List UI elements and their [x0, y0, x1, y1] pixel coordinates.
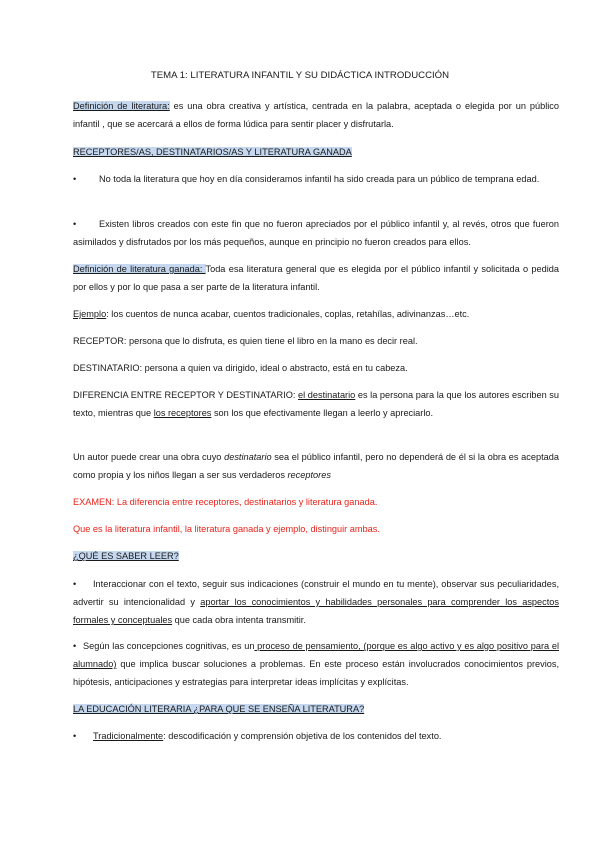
bullet-icon: • [73, 174, 77, 184]
bullet-text-underlined: aportar los conocimientos y habilidades personales para comprender los aspectos formales y conceptuales [73, 597, 559, 625]
bullet-text: Existen libros creados con este fin que no fueron apreciados por el público infantil y, al revés, otros que fueron asimilados y disfrutados por los más pequeños, aunque en principio no fueron creados para ellos. [73, 219, 559, 247]
receptores-term: los receptores [153, 408, 212, 418]
bullet-text-pre: Interaccionar con el texto, seguir sus indicaciones (construir el mundo en tu mente), observar sus peculiaridades, advertir su intencionalidad y [73, 579, 559, 607]
ejemplo-paragraph [73, 305, 559, 323]
section-heading-saber-leer [73, 547, 559, 565]
bullet-text-post: que cada obra intenta transmitir. [172, 615, 306, 625]
bullet-text-pre: Según las concepciones cognitivas, es un [83, 641, 255, 651]
bullet-text: No toda la literatura que hoy en día consideramos infantil ha sido creada para un público de temprana edad. [99, 174, 540, 184]
definition-label: Definición de literatura: [73, 101, 170, 111]
destinatario-term: el destinatario [298, 390, 356, 400]
bullet-text-underlined: proceso de pensamiento, (porque es algo activo y es algo positivo para el alumnado) [73, 641, 559, 669]
diferencia-post: son los que efectivamente llegan a leerlo y apreciarlo. [211, 408, 434, 418]
heading-text: RECEPTORES/AS, DESTINATARIOS/AS Y LITERATURA GANADA [73, 147, 352, 157]
examen-note-1: EXAMEN: La diferencia entre receptores, destinatarios y literatura ganada. [73, 497, 378, 507]
diferencia-pre: DIFERENCIA ENTRE RECEPTOR Y DESTINATARIO: [73, 390, 299, 400]
receptores-italic: receptores [287, 470, 331, 480]
definition-text: Toda esa literatura general que es elegida por el público infantil y solicitada o pedida por ellos y por lo que pasa a ser parte de la literatura infantil. [73, 264, 559, 292]
bullet-text-post: que implica buscar soluciones a problemas. En este proceso están involucrados conocimientos previos, hipótesis, anticipaciones y estrategias para interpretar ideas implícitas y explícitas. [73, 659, 559, 687]
autor-mid: sea el público infantil, pero no dependerá de él si la obra es aceptada como propia y los niños llegan a ser sus verdaderos [73, 452, 559, 480]
ejemplo-text: : los cuentos de nunca acabar, cuentos tradicionales, coplas, retahílas, adivinanzas…etc. [106, 309, 470, 319]
bullet-item-5 [73, 727, 559, 745]
definition-literatura [73, 97, 559, 133]
destinatario-italic: destinatario [224, 452, 272, 462]
heading-text: ¿QUÉ ES SABER LEER? [73, 551, 179, 561]
document-title: TEMA 1: LITERATURA INFANTIL Y SU DIDÁCTICA INTRODUCCIÓN [150, 70, 450, 81]
section-heading-receptores [73, 143, 559, 161]
diferencia-paragraph [73, 386, 559, 422]
bullet-icon: • [73, 641, 77, 651]
definition-literatura-ganada [73, 260, 559, 296]
bullet-icon: • [73, 219, 77, 229]
section-heading-educacion-literaria [73, 700, 559, 718]
bullet-item-1 [73, 170, 559, 188]
autor-paragraph [73, 448, 559, 484]
tradicionalmente-label: Tradicionalmente [93, 731, 164, 741]
autor-pre: Un autor puede crear una obra cuyo [73, 452, 225, 462]
bullet-item-4 [73, 637, 559, 691]
tradicionalmente-text: : descodificación y comprensión objetiva de los contenidos del texto. [163, 731, 442, 741]
bullet-item-2 [73, 215, 559, 251]
bullet-item-3 [73, 575, 559, 629]
diferencia-mid: es la persona para la que los autores escriben su texto, mientras que [73, 390, 559, 418]
bullet-icon: • [73, 731, 77, 741]
ejemplo-label: Ejemplo [73, 309, 107, 319]
heading-text: LA EDUCACIÓN LITERARIA ¿PARA QUE SE ENSEÑA LITERATURA? [73, 704, 365, 714]
destinatario-paragraph: DESTINATARIO: persona a quien va dirigido, ideal o abstracto, está en tu cabeza. [73, 363, 408, 373]
examen-note-2: Que es la literatura infantil, la literatura ganada y ejemplo, distinguir ambas. [73, 524, 380, 534]
definition-text: es una obra creativa y artística, centrada en la palabra, aceptada o elegida por un público infantil , que se acercará a ellos de forma lúdica para sentir placer y disfrutarla. [73, 101, 560, 129]
definition-label: Definición de literatura ganada: [73, 264, 206, 274]
receptor-paragraph: RECEPTOR: persona que lo disfruta, es quien tiene el libro en la mano es decir real. [73, 336, 418, 346]
bullet-icon: • [73, 579, 77, 589]
